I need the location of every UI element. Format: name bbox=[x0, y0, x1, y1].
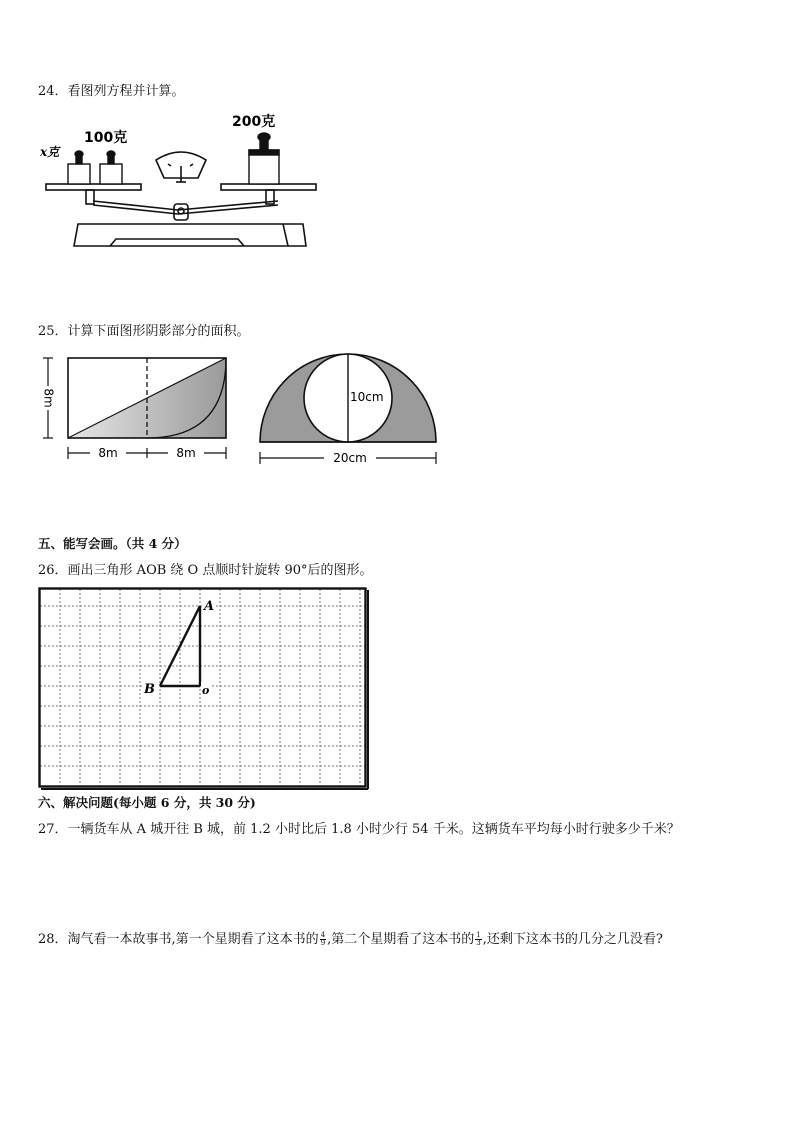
q28-text bbox=[38, 932, 663, 948]
left-pan bbox=[46, 184, 141, 190]
200-gram-label: 200克 bbox=[232, 114, 276, 130]
q26-text: 26．画出三角形 AOB 绕 O 点顺时针旋转 90°后的图形。 bbox=[38, 563, 373, 578]
q28-part3: ,还剩下这本书的几分之几没看? bbox=[482, 932, 663, 947]
right-pan bbox=[221, 184, 316, 190]
semicircle-diameter-label: 20cm bbox=[333, 451, 367, 465]
100-gram-label: 100克 bbox=[84, 130, 128, 146]
rect-width-left-label: 8m bbox=[98, 446, 118, 460]
balance-scale-figure bbox=[38, 106, 328, 256]
semicircle-figure bbox=[254, 344, 444, 466]
section5-title: 五、能写会画。（共 4 分） bbox=[38, 536, 187, 551]
q24-text: 24．看图列方程并计算。 bbox=[38, 84, 185, 99]
point-b-label: B bbox=[144, 682, 155, 697]
100g-weight bbox=[100, 164, 122, 184]
section6-title: 六、解决问题(每小题 6 分，共 30 分) bbox=[38, 795, 256, 810]
fraction-one-third: $\frac{1}{3}$ bbox=[476, 931, 481, 947]
shaded-rectangle-figure bbox=[40, 352, 240, 464]
circle-diameter-label: 10cm bbox=[350, 390, 384, 404]
q25-text: 25．计算下面图形阴影部分的面积。 bbox=[38, 324, 250, 339]
fraction-four-ninths: $\frac{4}{9}$ bbox=[320, 931, 326, 947]
q28-part1: 28．淘气看一本故事书,第一个星期看了这本书的 bbox=[38, 932, 319, 947]
scale-base bbox=[74, 224, 306, 246]
rect-height-label: 8m bbox=[41, 388, 56, 408]
point-a-label: A bbox=[204, 599, 215, 614]
q27-text: 27．一辆货车从 A 城开往 B 城，前 1.2 小时比后 1.8 小时少行 54 千米。这辆货车平均每小时行驶多少千米？ bbox=[38, 822, 680, 837]
x-weight bbox=[68, 164, 90, 184]
rect-width-right-label: 8m bbox=[176, 446, 196, 460]
rotation-grid-figure bbox=[38, 587, 370, 791]
q28-part2: ,第二个星期看了这本书的 bbox=[327, 932, 475, 947]
x-gram-label: x克 bbox=[40, 145, 60, 159]
point-o-label: o bbox=[202, 684, 210, 697]
